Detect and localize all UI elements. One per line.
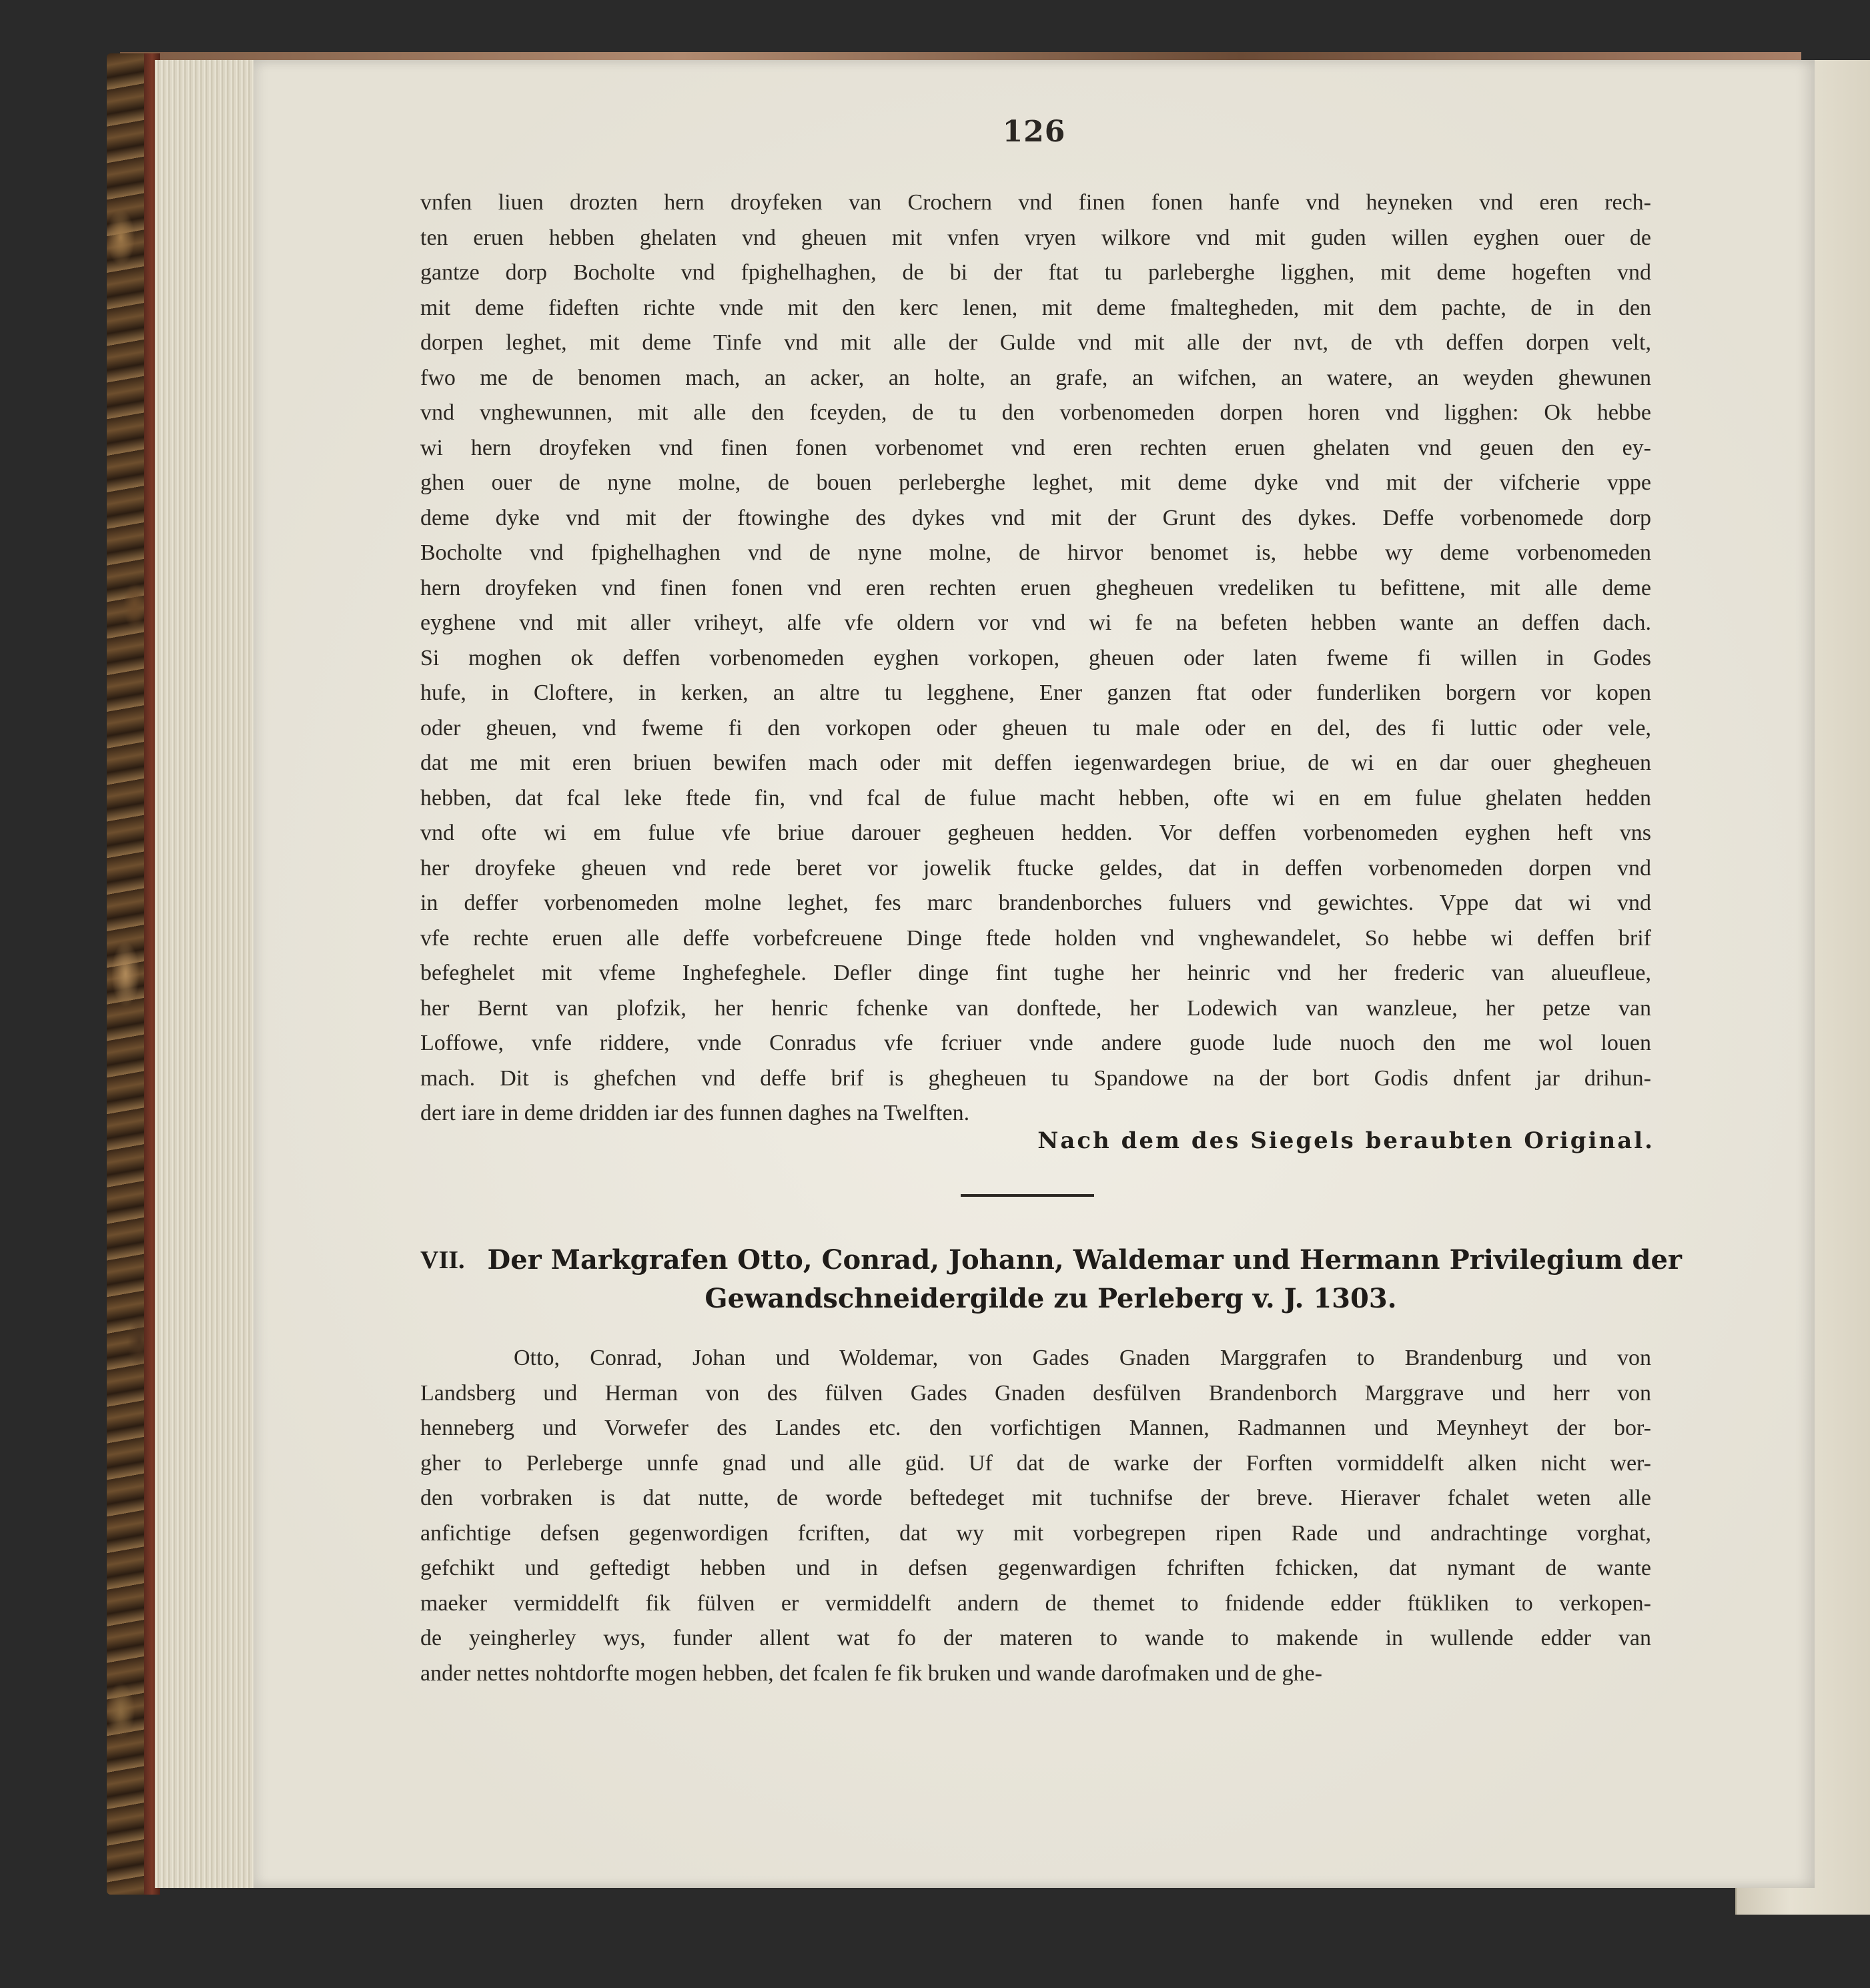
section-separator [961,1194,1094,1197]
text-line: ghen ouer de nyne molne, de bouen perleberghe leghet, mit deme dyke vnd mit der vifcherie vppe [420,470,1651,495]
text-line: Loffowe, vnfe riddere, vnde Conradus vfe fcriuer vnde andere guode lude nuoch den me wol louen [420,1031,1651,1055]
text-line: her droyfeke gheuen vnd rede beret vor jowelik ftucke geldes, dat in deffen vorbenomeden dorpen vnd [420,855,1651,881]
text-line: Bocholte vnd fpighelhaghen vnd de nyne molne, de hirvor benomet is, hebbe wy deme vorbenomeden [420,540,1651,565]
source-note: Nach dem des Siegels beraubten Original. [1037,1127,1655,1154]
text-line: Landsberg und Herman von des fülven Gades Gnaden desfülven Brandenborch Marggrave und herr von [420,1380,1651,1406]
text-line: dorpen leghet, mit deme Tinfe vnd mit alle der Gulde vnd mit alle der nvt, de vth deffen dorpen velt, [420,330,1651,355]
text-line: eyghene vnd mit aller vriheyt, alfe vfe oldern vor vnd wi fe na befeten hebben wante an deffen dach. [420,610,1651,635]
text-line: mach. Dit is ghefchen vnd deffe brif is ghegheuen tu Spandowe na der bort Godis dnfent jar drihun- [420,1065,1651,1091]
text-line: ten eruen hebben ghelaten vnd gheuen mit vnfen vryen wilkore vnd mit guden willen eyghen ouer de [420,225,1651,250]
text-line: de yeingherley wys, funder allent wat fo der materen to wande to makende in wullende edder van [420,1626,1651,1650]
text-line: hebben, dat fcal leke ftede fin, vnd fcal de fulue macht hebben, ofte wi en em fulue ghelaten hedden [420,785,1651,811]
text-line: gher to Perleberge unnfe gnad und alle güd. Uf dat de warke der Forften vormiddelft alken nicht wer- [420,1450,1651,1476]
text-line: in deffer vorbenomeden molne leghet, fes marc brandenborches fuluers vnd gewichtes. Vppe dat wi vnd [420,891,1651,915]
text-line: befeghelet mit vfeme Inghefeghele. Defler dinge fint tughe her heinric vnd her frederic van alueufleue, [420,961,1651,985]
text-line: den vorbraken is dat nutte, de worde beftedeget mit tuchnifse der breve. Hieraver fchalet weten alle [420,1486,1651,1510]
text-line: her Bernt van plofzik, her henric fchenke van donftede, her Lodewich van wanzleue, her petze van [420,995,1651,1021]
text-line: vfe rechte eruen alle deffe vorbefcreuene Dinge ftede holden vnd vnghewandelet, So hebbe wi deffen brif [420,925,1651,951]
text-line: dert iare in deme dridden iar des funnen daghes na Twelften. [420,1101,970,1125]
text-line: Otto, Conrad, Johan und Woldemar, von Gades Gnaden Marggrafen to Brandenburg und von [514,1346,1651,1370]
text-line: vnd vnghewunnen, mit alle den fceyden, de tu den vorbenomeden dorpen horen vnd ligghen: Ok hebbe [420,400,1651,425]
text-line: dat me mit eren briuen bewifen mach oder mit deffen iegenwardegen briue, de wi en dar ouer ghegheuen [420,751,1651,775]
section-heading-line1 [420,1241,1682,1280]
text-line: mit deme fideften richte vnde mit den kerc lenen, mit deme fmaltegheden, mit dem pachte, de in den [420,295,1651,320]
book-page [254,60,1815,1888]
page-block-edges [155,60,255,1888]
document-body-old-text [420,185,1651,1131]
section-title-line1: Der Markgrafen Otto, Conrad, Johann, Waldemar und Hermann Privilegium der [487,1244,1682,1276]
section-numeral: VII. [420,1246,465,1274]
text-line: vnd ofte wi em fulue vfe briue darouer gegheuen hedden. Vor deffen vorbenomeden eyghen heft vns [420,821,1651,845]
section-title-line2: Gewandschneidergilde zu Perleberg v. J. 1303. [705,1283,1397,1314]
text-line: wi hern droyfeken vnd finen fonen vorbenomet vnd eren rechten eruen ghelaten vnd geuen den ey- [420,435,1651,460]
text-line: hufe, in Cloftere, in kerken, an altre tu legghene, Ener ganzen ftat oder funderliken borgern vor kopen [420,680,1651,705]
text-line: oder gheuen, vnd fweme fi den vorkopen oder gheuen tu male oder en del, des fi luttic oder vele, [420,715,1651,740]
text-line: deme dyke vnd mit der ftowinghe des dykes vnd mit der Grunt des dykes. Deffe vorbenomede dorp [420,505,1651,530]
text-line: anfichtige defsen gegenwordigen fcriften, dat wy mit vorbegrepen ripen Rade und andrachtinge vorghat, [420,1520,1651,1546]
document-body-new-text [420,1341,1651,1691]
text-line: Si moghen ok deffen vorbenomeden eyghen vorkopen, gheuen oder laten fweme fi willen in Godes [420,645,1651,670]
text-line: maeker vermiddelft fik fülven er vermiddelft andern de themet to fnidende edder ftükliken to verkopen- [420,1590,1651,1616]
text-line: henneberg und Vorwefer des Landes etc. den vorfichtigen Mannen, Radmannen und Meynheyt der bor- [420,1416,1651,1440]
text-line: hern droyfeken vnd finen fonen vnd eren rechten eruen ghegheuen vredeliken tu befittene, mit alle deme [420,575,1651,600]
page-number: 126 [1002,115,1066,149]
section-heading [420,1241,1682,1318]
text-line: ander nettes nohtdorfte mogen hebben, det fcalen fe fik bruken und wande darofmaken und de ghe- [420,1660,1322,1686]
text-line: vnfen liuen drozten hern droyfeken van Crochern vnd finen fonen hanfe vnd heyneken vnd eren rech- [420,190,1651,215]
text-line: gantze dorp Bocholte vnd fpighelhaghen, de bi der ftat tu parleberghe ligghen, mit deme hogeften vnd [420,260,1651,285]
text-line: gefchikt und geftedigt hebben und in defsen gegenwardigen fchriften fchicken, dat nymant de wante [420,1556,1651,1580]
text-line: fwo me de benomen mach, an acker, an holte, an grafe, an wifchen, an watere, an weyden ghewunen [420,365,1651,390]
